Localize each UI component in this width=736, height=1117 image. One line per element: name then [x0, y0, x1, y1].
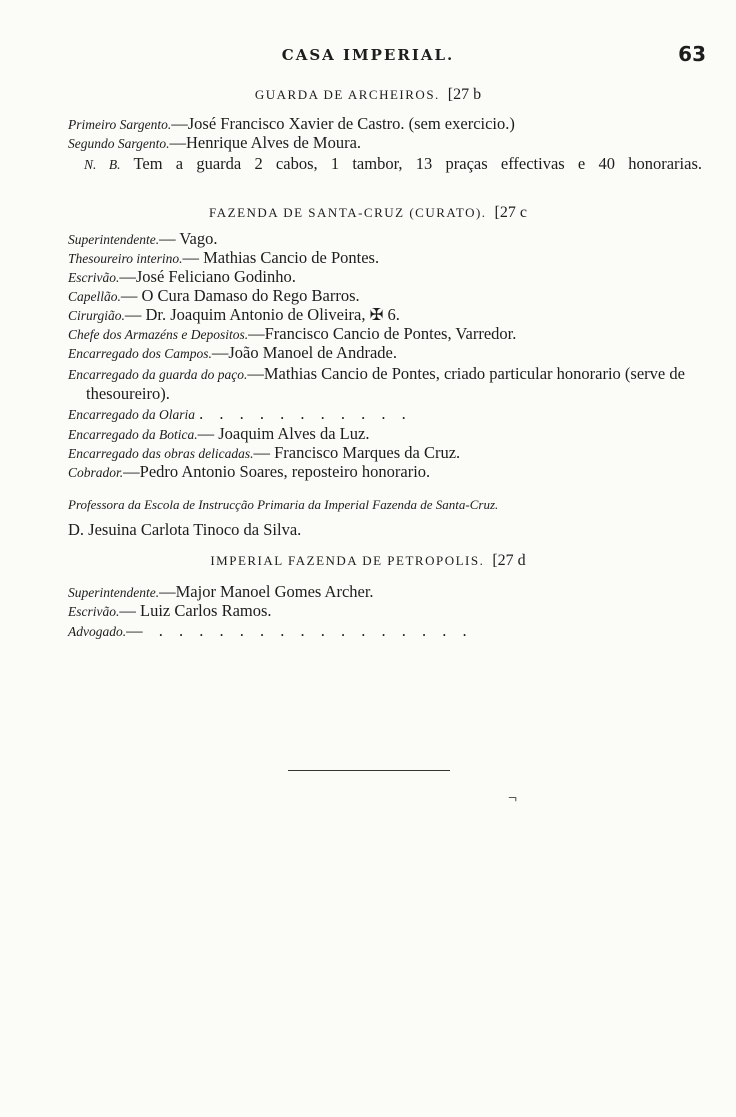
entry-role: Encarregado dos Campos. [68, 346, 212, 361]
footer-mark: ¬ [508, 790, 518, 807]
entry-role: Primeiro Sargento. [68, 117, 172, 132]
entry-role: Chefe dos Armazéns e Depositos. [68, 327, 249, 342]
entry-line [68, 248, 702, 268]
entry-text: —José Feliciano Godinho. [119, 267, 296, 286]
section-heading-text: IMPERIAL FAZENDA DE PETROPOLIS. [210, 553, 485, 568]
professora-title [68, 494, 702, 514]
entry-line [68, 324, 702, 344]
section-heading-santa-cruz [0, 204, 736, 222]
professora-name: D. Jesuina Carlota Tinoco da Silva. [68, 520, 302, 539]
note-paragraph [68, 154, 702, 174]
entry-line [68, 114, 702, 134]
entry-line [68, 286, 702, 306]
entry-text: —Henrique Alves de Moura. [169, 133, 362, 152]
entry-role: Encarregado da guarda do paço. [68, 367, 248, 382]
section-heading-guarda [0, 86, 736, 104]
entry-role: Thesoureiro interino. [68, 251, 183, 266]
section-ref: [27 d [492, 552, 526, 569]
note-text: Tem a guarda 2 cabos, 1 tambor, 13 praças effectivas e 40 honorarias. [133, 154, 702, 173]
entry-text: — Francisco Marques da Cruz. [253, 443, 461, 462]
entry-role: Escrivão. [68, 270, 120, 285]
entry-text: — O Cura Damaso do Rego Barros. [120, 286, 360, 305]
entry-role: Capellão. [68, 289, 121, 304]
page-header-title: CASA IMPERIAL. [281, 46, 455, 64]
section-ref: [27 c [494, 204, 527, 221]
entry-role: Encarregado da Botica. [68, 427, 198, 442]
entry-text: — Joaquim Alves da Luz. [197, 424, 370, 443]
note-label: N. B. [84, 157, 121, 172]
professora-title-text: Professora da Escola de Instrucção Primaria da Imperial Fazenda de Santa-Cruz. [68, 497, 499, 512]
section-heading-text: GUARDA DE ARCHEIROS. [254, 87, 440, 102]
entry-text: —José Francisco Xavier de Castro. (sem exercicio.) [171, 114, 515, 133]
entry-line [68, 404, 702, 424]
entry-text: —Pedro Antonio Soares, reposteiro honorario. [123, 462, 431, 481]
entry-line [68, 424, 702, 444]
entry-line [68, 601, 702, 621]
entry-text: —Mathias Cancio de Pontes, criado particular honorario (serve de thesoureiro). [86, 364, 685, 403]
entry-line [68, 462, 702, 482]
entry-line [68, 267, 702, 287]
section-heading-text: FAZENDA DE SANTA-CRUZ (CURATO). [209, 205, 487, 220]
entry-role: Segundo Sargento. [68, 136, 170, 151]
entry-line [68, 229, 702, 249]
entry-line [68, 343, 702, 363]
entry-text: — Vago. [159, 229, 218, 248]
entry-text: — Dr. Joaquim Antonio de Oliveira, ✠ 6. [124, 305, 400, 324]
entry-text: — Luiz Carlos Ramos. [119, 601, 272, 620]
entry-role: Cirurgião. [68, 308, 125, 323]
entry-line-wrapped [68, 364, 702, 403]
closing-rule [288, 770, 450, 771]
entry-text: — Mathias Cancio de Pontes. [182, 248, 380, 267]
entry-leader-dots: — . . . . . . . . . . . . . . . . [126, 621, 473, 640]
entry-line [68, 582, 702, 602]
entry-role: Encarregado das obras delicadas. [68, 446, 254, 461]
entry-role: Superintendente. [68, 232, 160, 247]
entry-role: Advogado. [68, 624, 127, 639]
entry-role: Encarregado da Olaria [68, 407, 195, 422]
entry-text: —Francisco Cancio de Pontes, Varredor. [248, 324, 517, 343]
entry-line [68, 443, 702, 463]
section-ref: [27 b [447, 86, 482, 103]
page-number: 63 [678, 42, 706, 66]
entry-leader-dots: . . . . . . . . . . . [199, 404, 412, 423]
entry-line [68, 133, 702, 153]
section-heading-petropolis [0, 552, 736, 570]
entry-role: Cobrador. [68, 465, 124, 480]
entry-line [68, 305, 702, 325]
entry-role: Superintendente. [68, 585, 160, 600]
entry-text: —Major Manoel Gomes Archer. [159, 582, 374, 601]
entry-role: Escrivão. [68, 604, 120, 619]
entry-text: —João Manoel de Andrade. [211, 343, 397, 362]
entry-line [68, 621, 702, 641]
